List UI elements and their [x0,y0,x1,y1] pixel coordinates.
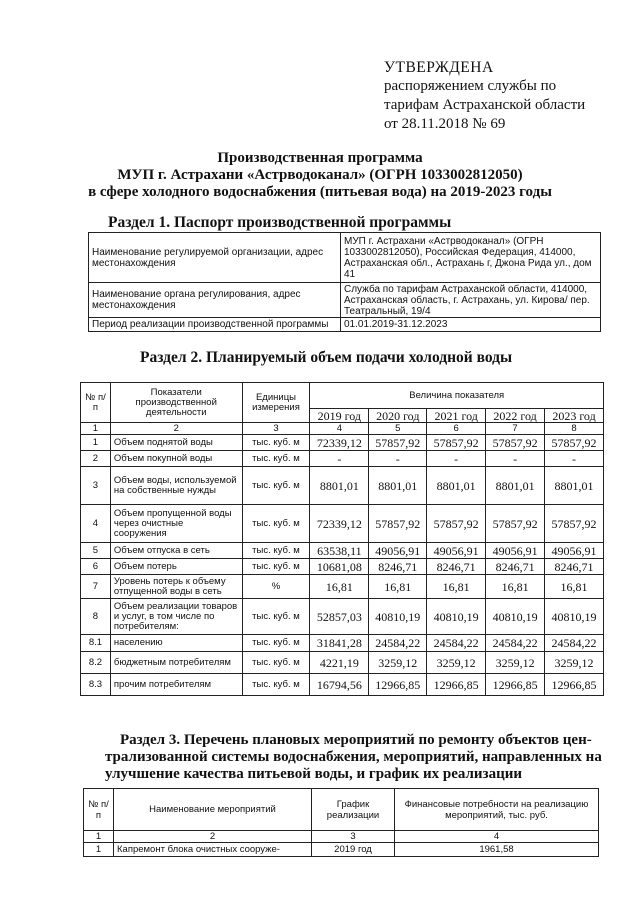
row-value: 16,81 [486,575,545,599]
row-num: 2 [81,451,111,467]
row-value: - [545,451,604,467]
column-number: 3 [312,831,395,843]
row-value: 40810,19 [427,599,486,635]
row-num: 5 [81,543,111,559]
row-unit: тыс. куб. м [242,435,310,451]
row-value: 57857,92 [486,435,545,451]
column-number: 5 [369,423,427,435]
header-value: Величина показателя [310,383,604,409]
passport-table [88,232,601,332]
table-row [81,435,604,451]
row-indicator: Объем потерь [110,559,242,575]
table-row [81,451,604,467]
row-indicator: прочим потребителям [110,674,242,696]
water-volume-body [81,435,604,696]
row-indicator: Объем реализации товаров и услуг, в том числе по потребителям: [110,599,242,635]
row-unit: тыс. куб. м [242,451,310,467]
passport-label: Наименование регулируемой организации, адрес местонахождения [89,233,341,283]
passport-label: Период реализации производственной программы [89,318,341,332]
activity-schedule: 2019 год [312,843,395,857]
passport-label: Наименование органа регулирования, адрес местонахождения [89,283,341,318]
row-unit: тыс. куб. м [242,505,310,543]
row-indicator: Объем отпуска в сеть [110,543,242,559]
approval-line-2: тарифам Астраханской области [384,97,586,113]
row-unit: тыс. куб. м [242,635,310,652]
row-value: 12966,85 [427,674,486,696]
row-value: 16,81 [427,575,486,599]
activities-table [83,788,599,857]
table-row [81,674,604,696]
row-value: 4221,19 [310,652,369,674]
row-value: 8801,01 [486,467,545,505]
row-value: 31841,28 [310,635,369,652]
row-num: 8.3 [81,674,111,696]
column-number: 1 [84,831,114,843]
header-num: № п/п [84,789,114,831]
row-value: - [486,451,545,467]
table-row [81,467,604,505]
row-value: 8246,71 [545,559,604,575]
row-value: 8801,01 [310,467,369,505]
row-num: 6 [81,559,111,575]
section-1-heading: Раздел 1. Паспорт производственной программы [108,214,452,231]
row-value: 40810,19 [545,599,604,635]
column-numbers-row [84,831,599,843]
table-row [81,505,604,543]
section-3-heading-line-3: улучшение качества питьевой воды, и график их реализации [105,766,523,782]
row-value: 3259,12 [427,652,486,674]
title-line-1: Производственная программа [217,150,423,166]
row-value: 57857,92 [545,505,604,543]
header-row [84,789,599,831]
header-year: 2019 год [310,409,369,423]
row-indicator: Объем поднятой воды [110,435,242,451]
approval-block [384,58,634,134]
section-3-heading-line-2: трализованной системы водоснабжения, мероприятий, направленных на [105,749,602,765]
approval-heading: УТВЕРЖДЕНА [384,59,494,76]
row-value: 57857,92 [369,435,427,451]
row-value: 49056,91 [427,543,486,559]
row-value: 72339,12 [310,505,369,543]
section-3-heading [105,732,610,783]
header-row [81,383,604,409]
row-value: 8246,71 [486,559,545,575]
row-value: 57857,92 [427,505,486,543]
table-row [81,652,604,674]
header-year: 2020 год [369,409,427,423]
row-value: 12966,85 [486,674,545,696]
table-row [81,599,604,635]
row-value: 8801,01 [545,467,604,505]
row-value: 49056,91 [486,543,545,559]
approval-line-3: от 28.11.2018 № 69 [384,116,506,132]
title-line-3: в сфере холодного водоснабжения (питьевая вода) на 2019-2023 годы [88,184,552,200]
table-row [84,843,599,857]
row-value: 16,81 [310,575,369,599]
row-indicator: Объем воды, используемой на собственные нужды [110,467,242,505]
row-value: 8246,71 [427,559,486,575]
row-value: 10681,08 [310,559,369,575]
row-value: 24584,22 [427,635,486,652]
row-num: 8.1 [81,635,111,652]
header-finance: Финансовые потребности на реализацию мероприятий, тыс. руб. [395,789,599,831]
row-value: 3259,12 [545,652,604,674]
header-year: 2021 год [427,409,486,423]
document-title [0,150,640,201]
row-value: 49056,91 [545,543,604,559]
row-value: 3259,12 [486,652,545,674]
table-row [81,635,604,652]
row-value: 16,81 [369,575,427,599]
row-num: 3 [81,467,111,505]
row-value: 57857,92 [486,505,545,543]
column-number: 6 [427,423,486,435]
row-value: 24584,22 [369,635,427,652]
row-value: 8246,71 [369,559,427,575]
row-value: 63538,11 [310,543,369,559]
column-numbers-row [81,423,604,435]
row-value: 12966,85 [369,674,427,696]
row-value: 12966,85 [545,674,604,696]
row-indicator: Объем пропущенной воды через очистные сооружения [110,505,242,543]
row-indicator: Уровень потерь к объему отпущенной воды в сеть [110,575,242,599]
column-number: 8 [545,423,604,435]
row-indicator: бюджетным потребителям [110,652,242,674]
row-unit: тыс. куб. м [242,467,310,505]
table-row [89,233,601,283]
table-row [81,559,604,575]
column-number: 1 [81,423,111,435]
row-value: 24584,22 [486,635,545,652]
title-line-2: МУП г. Астрахани «Астрводоканал» (ОГРН 1033002812050) [117,167,523,183]
row-num: 8 [81,599,111,635]
row-value: - [310,451,369,467]
header-year: 2023 год [545,409,604,423]
row-value: 57857,92 [369,505,427,543]
column-number: 4 [310,423,369,435]
row-value: 57857,92 [545,435,604,451]
row-value: 3259,12 [369,652,427,674]
passport-value: Служба по тарифам Астраханской области, 414000, Астраханская область, г. Астрахань, ул. Кирова/ пер. Театральный, 19/4 [341,283,601,318]
row-num: 4 [81,505,111,543]
header-unit: Единицы измерения [242,383,310,423]
water-volume-table [80,382,604,696]
row-num: 8.2 [81,652,111,674]
header-name: Наименование мероприятий [114,789,312,831]
row-unit: тыс. куб. м [242,559,310,575]
row-value: - [427,451,486,467]
row-value: 52857,03 [310,599,369,635]
table-row [81,543,604,559]
header-indicator: Показатели производственной деятельности [110,383,242,423]
row-indicator: населению [110,635,242,652]
column-number: 2 [114,831,312,843]
row-unit: тыс. куб. м [242,674,310,696]
row-value: 8801,01 [427,467,486,505]
column-number: 2 [110,423,242,435]
header-num: № п/п [81,383,111,423]
row-value: 8801,01 [369,467,427,505]
column-number: 7 [486,423,545,435]
row-value: 16,81 [545,575,604,599]
row-unit: тыс. куб. м [242,599,310,635]
approval-line-1: распоряжением службы по [384,78,557,94]
row-unit: % [242,575,310,599]
row-value: 49056,91 [369,543,427,559]
row-value: - [369,451,427,467]
row-value: 24584,22 [545,635,604,652]
activity-finance: 1961,58 [395,843,599,857]
row-num: 7 [81,575,111,599]
column-number: 4 [395,831,599,843]
column-number: 3 [242,423,310,435]
row-indicator: Объем покупной воды [110,451,242,467]
activity-num: 1 [84,843,114,857]
row-unit: тыс. куб. м [242,543,310,559]
table-row [89,283,601,318]
section-3-heading-line-1: Раздел 3. Перечень плановых мероприятий по ремонту объектов цен- [120,732,592,748]
passport-value: МУП г. Астрахани «Астрводоканал» (ОГРН 1033002812050), Российская Федерация, 414000, Астраханская обл., Астрахань г, Джона Рида ул., дом 41 [341,233,601,283]
header-year: 2022 год [486,409,545,423]
row-value: 72339,12 [310,435,369,451]
row-num: 1 [81,435,111,451]
row-unit: тыс. куб. м [242,652,310,674]
activity-name: Капремонт блока очистных сооруже- [114,843,312,857]
table-row [81,575,604,599]
table-row [89,318,601,332]
row-value: 16794,56 [310,674,369,696]
passport-value: 01.01.2019-31.12.2023 [341,318,601,332]
section-2-heading: Раздел 2. Планируемый объем подачи холодной воды [140,349,513,366]
header-schedule: График реализации [312,789,395,831]
row-value: 40810,19 [486,599,545,635]
row-value: 57857,92 [427,435,486,451]
row-value: 40810,19 [369,599,427,635]
